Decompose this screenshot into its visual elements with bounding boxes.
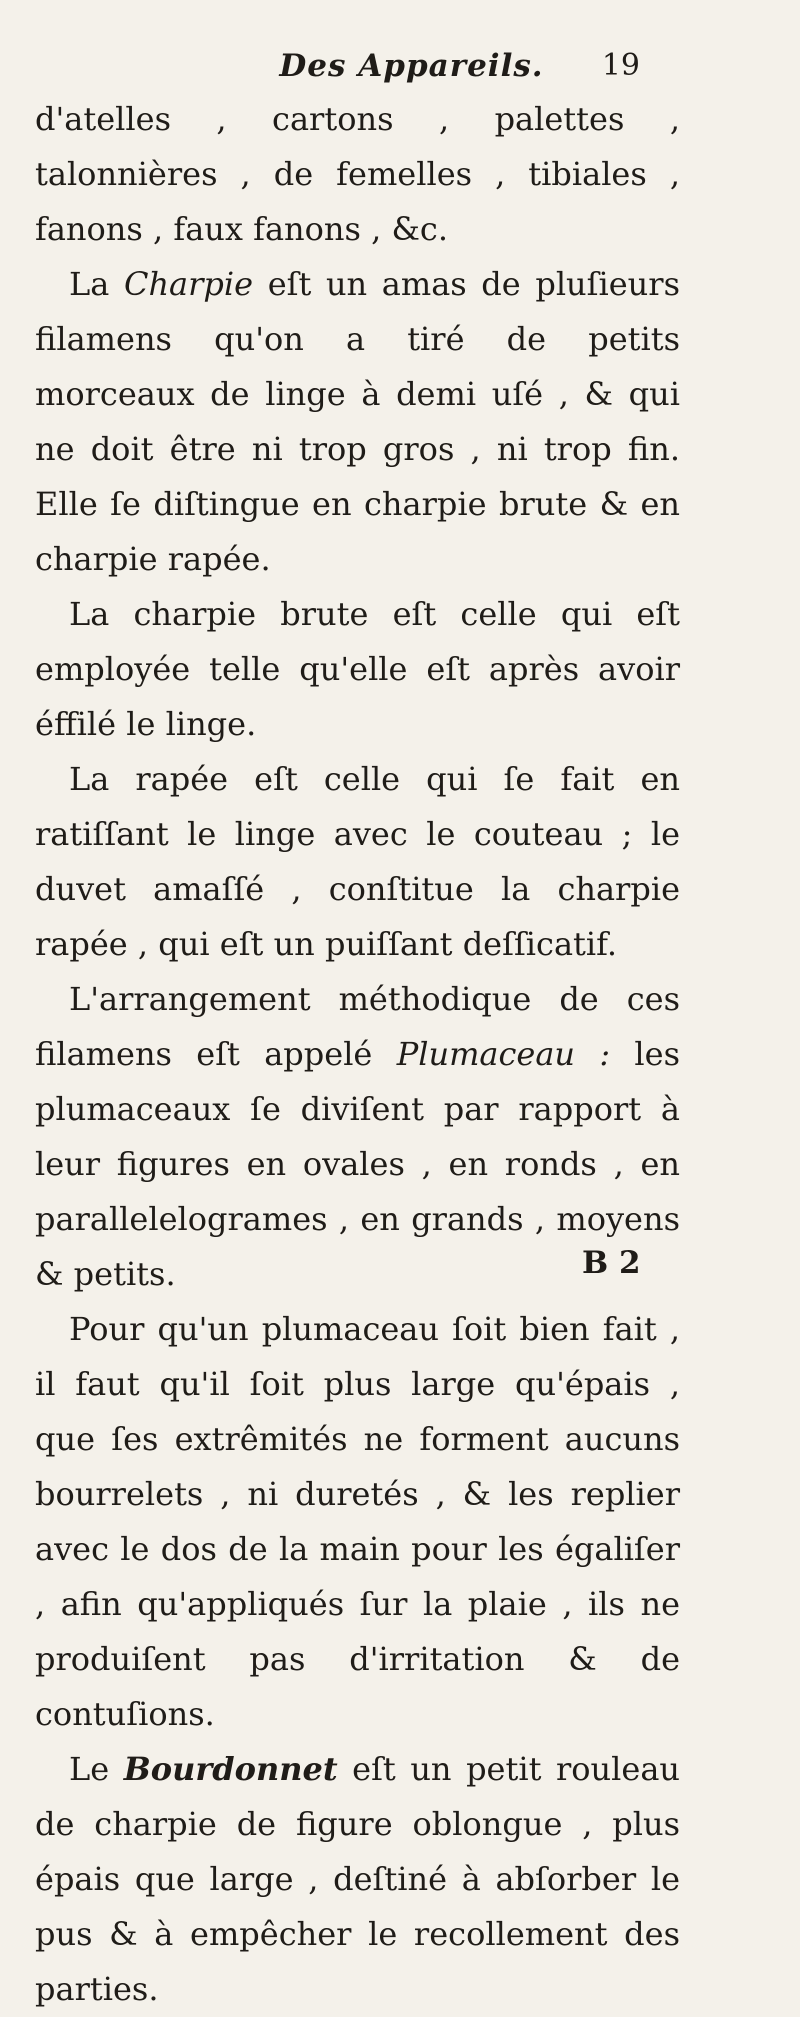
text-segment: les plumaceaux ſe diviſent par rapport à leur figures en ovales , en ronds , en parallelelogrames , en grands , moyens & petits. — [35, 1035, 681, 1293]
paragraph-0 — [35, 92, 680, 257]
text-segment: La — [69, 265, 124, 303]
text-segment: La charpie brute eſt celle qui eſt employée telle qu'elle eſt après avoir éffilé le linge. — [35, 595, 680, 743]
text-segment: d'atelles , cartons , palettes , talonnières , de femelles , tibiales , fanons , faux fanons , &c. — [35, 100, 680, 248]
term-charpie: Charpie — [123, 265, 254, 303]
body-text — [35, 92, 680, 2017]
text-segment: eſt un amas de pluſieurs filamens qu'on a tiré de petits morceaux de linge à demi uſé , & qui ne doit être ni trop gros , ni trop fin. Elle ſe diſtingue en charpie brute & en charpie rapée. — [35, 265, 681, 578]
page-number: 19 — [601, 48, 640, 83]
paragraph-5 — [35, 1302, 680, 1742]
text-segment: Le — [69, 1750, 124, 1788]
paragraph-3 — [35, 752, 680, 972]
running-title: Des Appareils. — [279, 48, 544, 84]
paragraph-2 — [35, 587, 680, 752]
paragraph-1 — [35, 257, 680, 587]
signature-mark: B 2 — [582, 1245, 641, 1281]
running-head — [213, 40, 640, 92]
paragraph-6 — [35, 1742, 680, 2017]
text-segment: eſt un petit rouleau de charpie de figure oblongue , plus épais que large , deſtiné à abſorber le pus & à empêcher le recollement des parties. — [35, 1750, 681, 2008]
term-bourdonnet: Bourdonnet — [123, 1750, 338, 1788]
text-segment: Pour qu'un plumaceau ſoit bien fait , il faut qu'il ſoit plus large qu'épais , que ſes extrêmités ne forment aucuns bourrelets , ni duretés , & les replier avec le dos de la main pour les égaliſer , afin qu'appliqués ſur la plaie , ils ne produiſent pas d'irritation & de contuſions. — [35, 1310, 680, 1733]
text-segment: La rapée eſt celle qui ſe fait en ratiſſant le linge avec le couteau ; le duvet amaſſé , conſtitue la charpie rapée , qui eſt un puiſſant deſſicatif. — [35, 760, 680, 963]
term-plumaceau: Plumaceau : — [396, 1035, 611, 1073]
text-segment: L'arrangement méthodique de ces filamens eſt appelé — [35, 980, 680, 1073]
